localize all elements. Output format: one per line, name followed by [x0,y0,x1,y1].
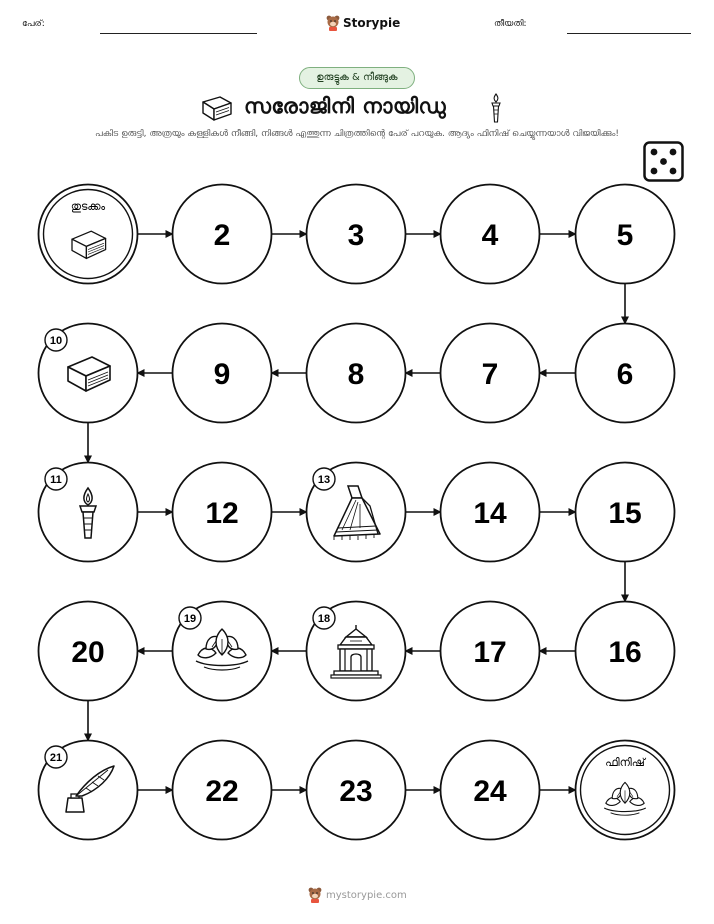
board-space-13[interactable] [307,463,406,562]
footer [308,885,407,905]
space-number: 15 [608,497,642,530]
board-space-24[interactable] [441,741,540,840]
space-number: 17 [473,636,507,669]
board-space-11[interactable] [39,463,138,562]
board-space-6[interactable] [576,324,675,423]
space-number: 9 [213,358,231,391]
space-number: 7 [481,358,499,391]
board-space-5[interactable] [576,185,675,284]
space-badge-number: 13 [317,474,331,486]
space-badge-number: 11 [50,474,62,486]
space-number: 8 [347,358,365,391]
space-number: 22 [205,775,239,808]
space-badge-number: 18 [317,613,331,625]
board-space-23[interactable] [307,741,406,840]
space-number: 5 [616,219,634,252]
space-number: 23 [339,775,373,808]
start-label: തുടക്കം [70,200,106,213]
board-space-2[interactable] [173,185,272,284]
board-space-19[interactable] [173,602,272,701]
board-space-4[interactable] [441,185,540,284]
bear-icon [308,887,322,903]
board-space-16[interactable] [576,602,675,701]
game-type-badge: ഉരുട്ടുക & നീങ്ങുക [299,67,415,89]
board-space-12[interactable] [173,463,272,562]
name-label: പേര്: [22,19,45,29]
page-title: സരോജിനി നായിഡു [244,94,447,118]
board-space-18[interactable] [307,602,406,701]
board-space-8[interactable] [307,324,406,423]
board-space-9[interactable] [173,324,272,423]
board-space-7[interactable] [441,324,540,423]
date-label: തീയതി: [494,19,527,29]
board-space-21[interactable] [39,741,138,840]
board-space-3[interactable] [307,185,406,284]
brand-name: Storypie [343,16,401,30]
space-number: 16 [608,636,642,669]
board-space-1[interactable] [39,185,138,284]
board-space-22[interactable] [173,741,272,840]
board-space-14[interactable] [441,463,540,562]
space-number: 2 [213,219,231,252]
space-number: 6 [616,358,634,391]
space-badge-number: 19 [183,613,197,625]
board-space-10[interactable] [39,324,138,423]
space-number: 24 [473,775,507,808]
space-number: 4 [481,219,499,252]
board-space-25[interactable] [576,741,675,840]
space-number: 12 [205,497,239,530]
footer-url: mystorypie.com [326,889,407,901]
board-space-17[interactable] [441,602,540,701]
board-space-20[interactable] [39,602,138,701]
space-badge-number: 21 [49,752,63,764]
space-badge-number: 10 [49,335,63,347]
space-number: 3 [347,219,365,252]
space-number: 20 [71,636,105,669]
finish-label: ഫിനിഷ് [605,756,645,769]
space-number: 14 [473,497,507,530]
instructions: പകിട ഉരുട്ടി, അത്രയും കള്ളികൾ നീങ്ങി, നിങ്ങൾ എത്തുന്ന ചിത്രത്തിന്റെ പേര് പറയുക. ആദ്യം ഫിനിഷ് ചെയ്യുന്നയാൾ വിജയിക്കും! [95,129,619,139]
board-space-15[interactable] [576,463,675,562]
